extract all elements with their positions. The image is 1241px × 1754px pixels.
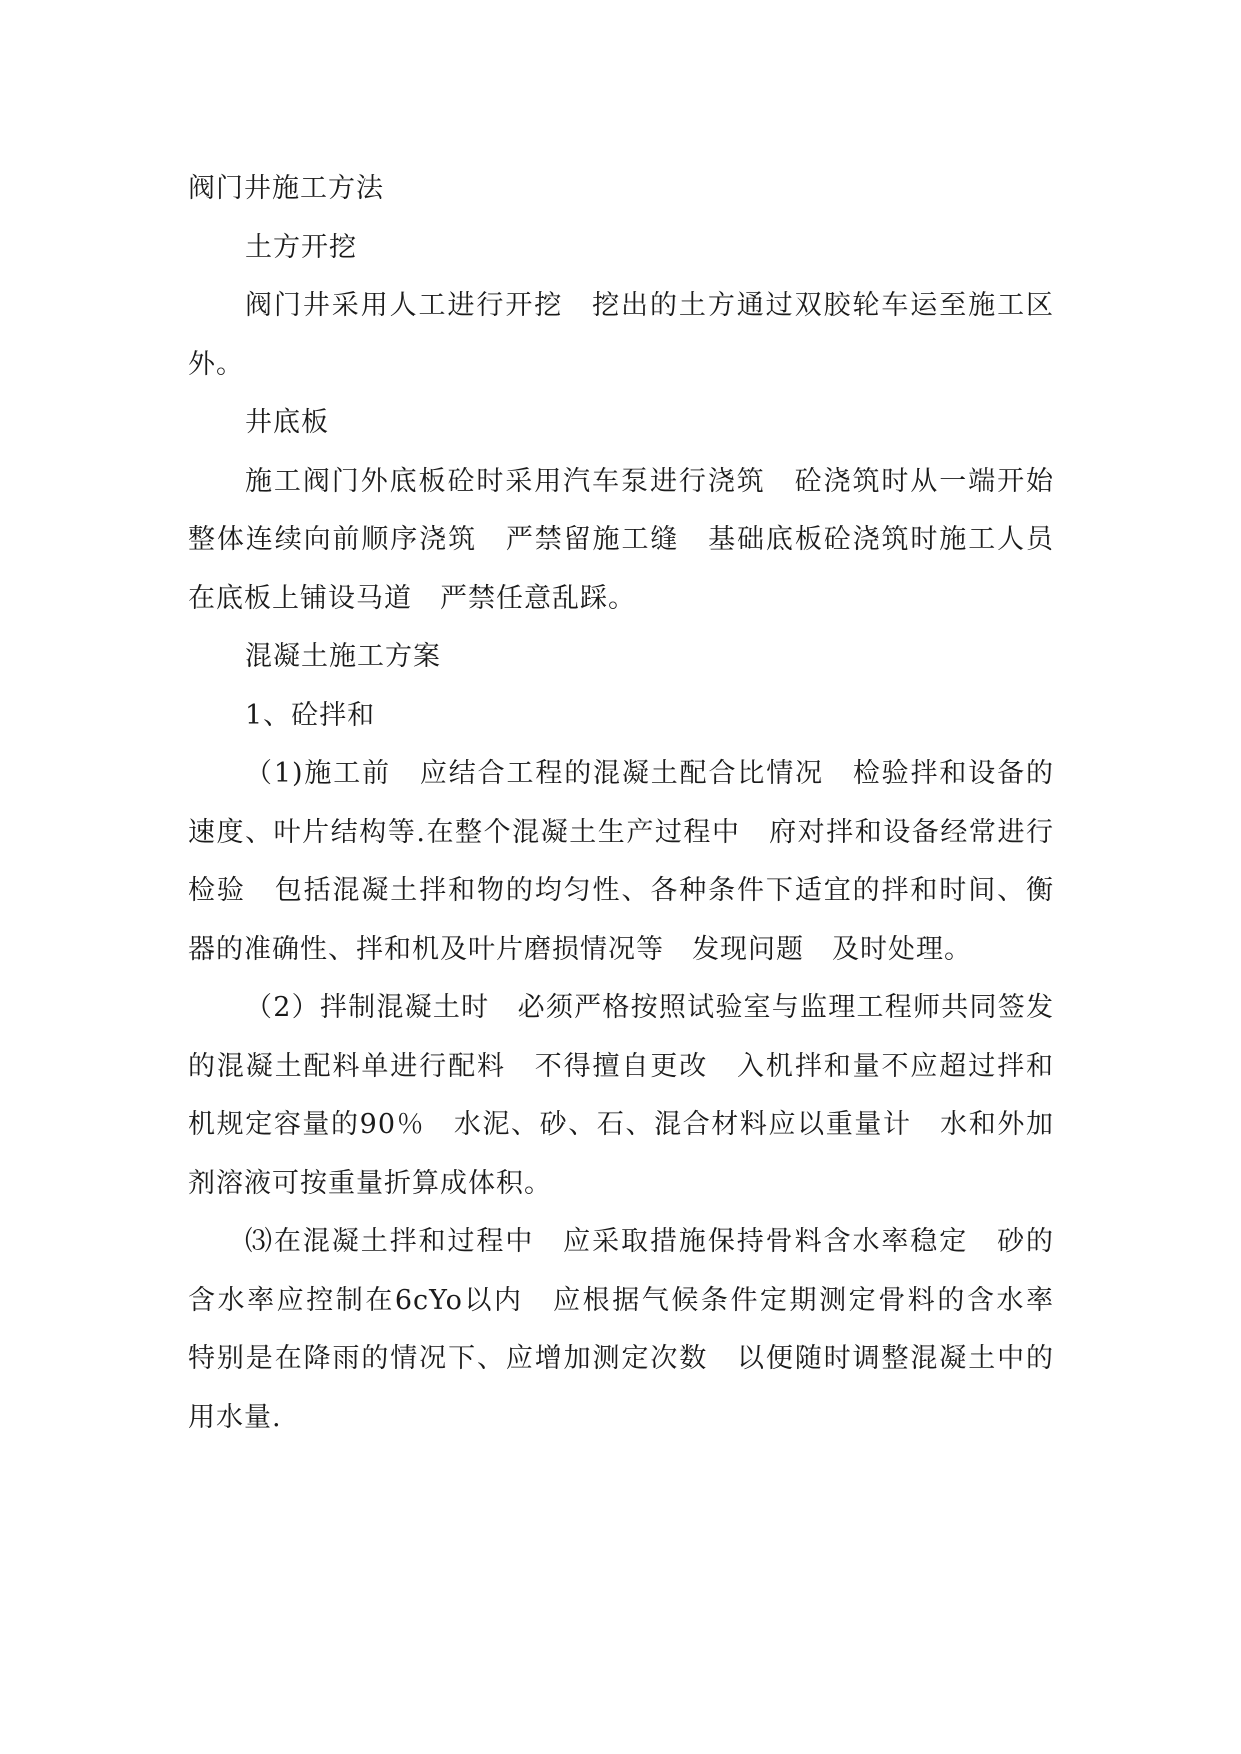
paragraph-earthwork: 阀门井采用人工进行开挖 挖出的土方通过双胶轮车运至施工区外。 xyxy=(188,290,1054,380)
heading-concrete-plan: 混凝土施工方案 xyxy=(245,641,441,672)
heading-earthwork: 土方开挖 xyxy=(245,231,357,263)
paragraph-well-bottom-slab: 施工阀门外底板砼时采用汽车泵进行浇筑 砼浇筑时从一端开始 整体连续向前顺序浇筑 严禁留施工缝 基础底板砼浇筑时施工人员在底板上铺设马道 严禁任意乱踩。 xyxy=(188,465,1082,614)
heading-well-bottom-slab: 井底板 xyxy=(245,407,329,438)
document-body xyxy=(188,160,1082,1447)
document-title: 阀门井施工方法 xyxy=(188,173,384,204)
paragraph-mixing-item-1: （1)施工前 应结合工程的混凝土配合比情况 检验拌和设备的速度、叶片结构等.在整个混凝土生产过程中 府对拌和设备经常进行检验 包括混凝土拌和物的均匀性、各种条件下适宜的拌和时间、衡器的准确性、拌和机及叶片磨损情况等 发现问题 及时处理。 xyxy=(188,758,1054,965)
paragraph-mixing-item-3: ⑶在混凝土拌和过程中 应采取措施保持骨料含水率稳定 砂的含水率应控制在6cYo以内 应根据气候条件定期测定骨料的含水率 特别是在降雨的情况下、应增加测定次数 以便随时调整混凝土中的用水量. xyxy=(188,1226,1082,1433)
paragraph-mixing-item-2: （2）拌制混凝土时 必须严格按照试验室与监理工程师共同签发的混凝土配料单进行配料 不得擅自更改 入机拌和量不应超过拌和机规定容量的90％ 水泥、砂、石、混合材料应以重量计 水和外加剂溶液可按重量折算成体积。 xyxy=(188,992,1054,1199)
heading-concrete-mixing: 1、砼拌和 xyxy=(245,699,376,731)
